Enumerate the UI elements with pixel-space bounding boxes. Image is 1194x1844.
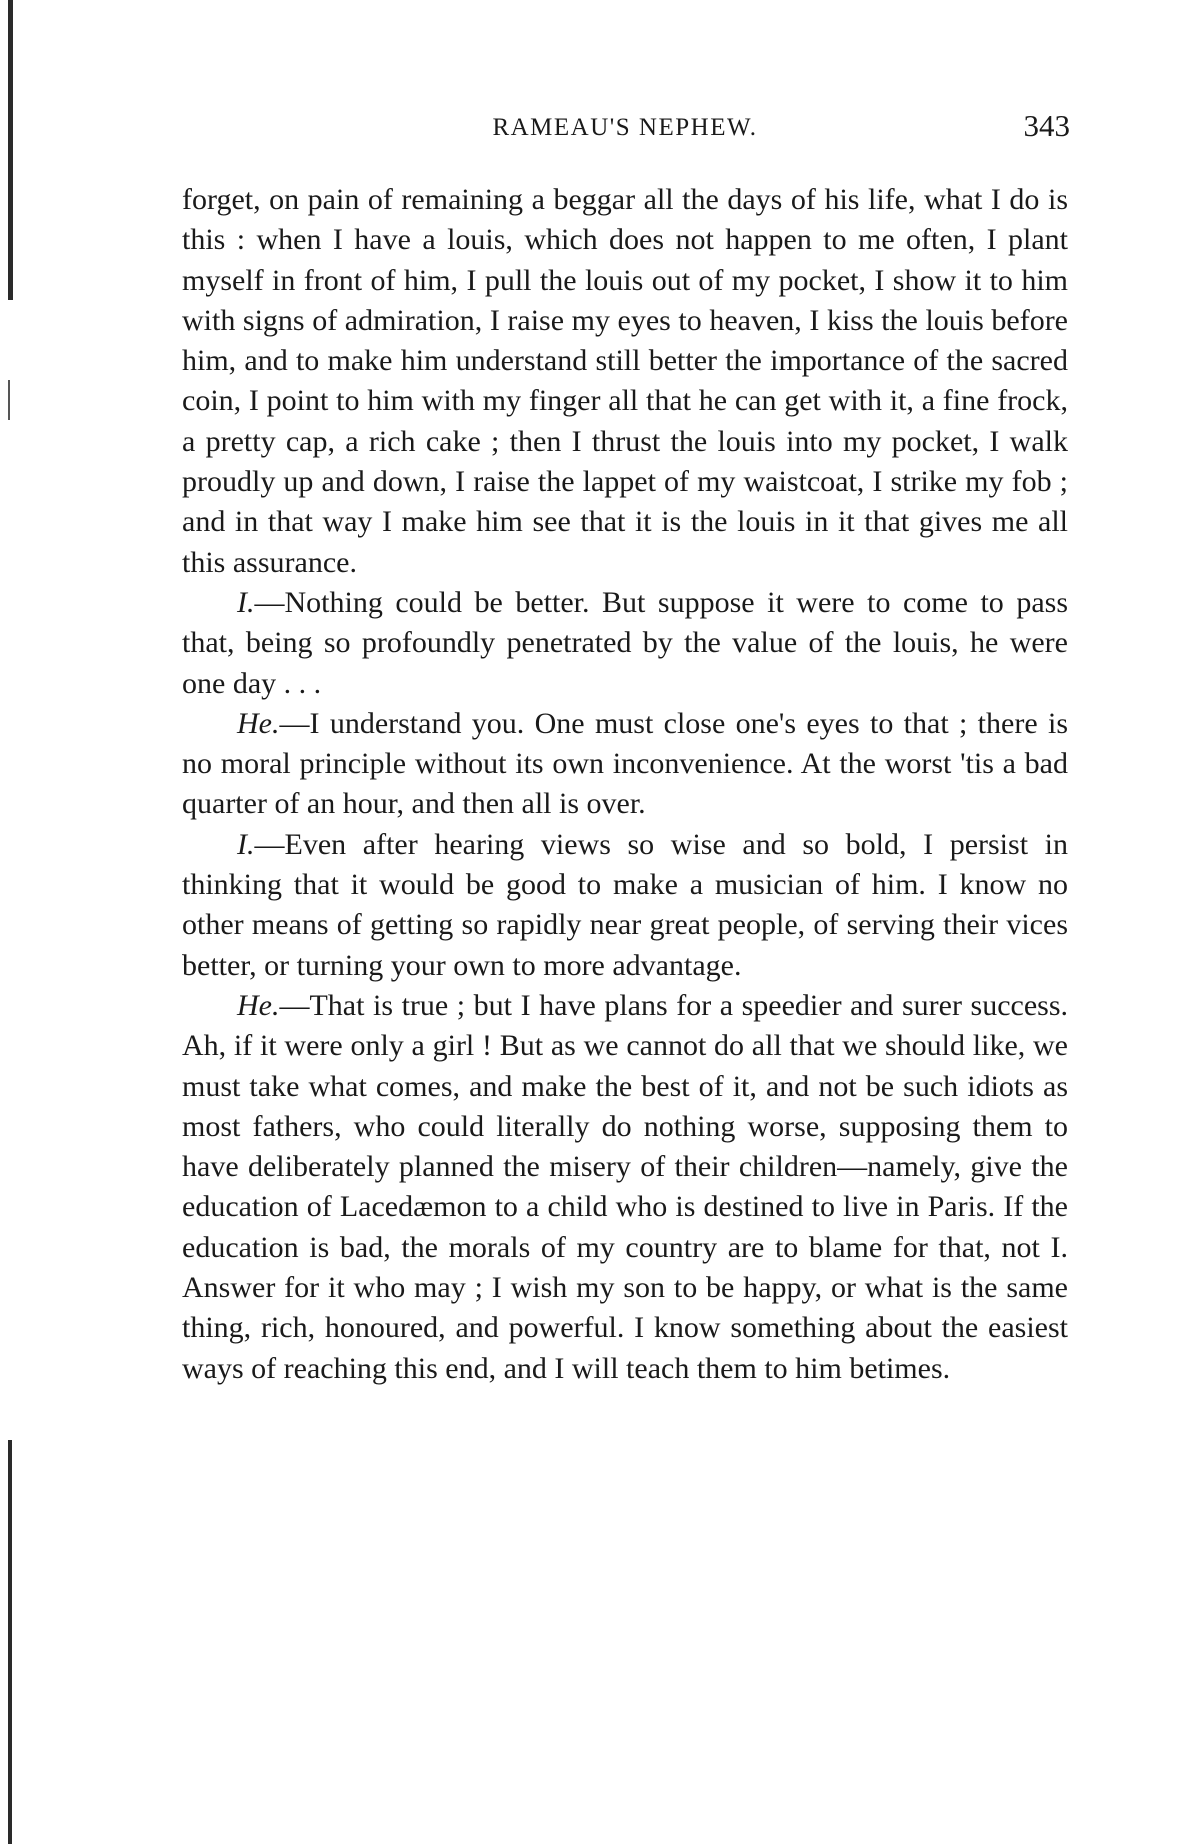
speaker-label: He. [237, 706, 280, 740]
page-number: 343 [1023, 108, 1070, 143]
dialogue-paragraph [182, 583, 1068, 704]
scan-edge-shadow [8, 0, 13, 300]
paragraph [182, 180, 1068, 583]
paragraph-text: forget, on pain of remaining a beggar all the days of his life, what I do is this : when I have a louis, which does not happen to me often, I plant myself in front of him, I pull the louis out of my pocket, I show it to him with signs of admiration, I raise my eyes to heaven, I kiss the louis before him, and to make him understand still better the importance of the sacred coin, I point to him with my finger all that he can get with it, a fine frock, a pretty cap, a rich cake ; then I thrust the louis into my pocket, I walk proudly up and down, I raise the lappet of my waistcoat, I strike my fob ; and in that way I make him see that it is the louis in it that gives me all this assurance. [182, 183, 1068, 579]
dialogue-paragraph [182, 704, 1068, 825]
page-header [180, 108, 1070, 152]
scan-edge-shadow-lower [8, 1440, 12, 1844]
paragraph-text: —Nothing could be better. But suppose it were to come to pass that, being so profoundly penetrated by the value of the louis, he were one day . . . [182, 585, 1068, 700]
page-body [182, 180, 1068, 1389]
dialogue-paragraph [182, 825, 1068, 986]
paragraph-text: —I understand you. One must close one's eyes to that ; there is no moral principle without its own inconvenience. At the worst 'tis a bad quarter of an hour, and then all is over. [182, 706, 1068, 821]
speaker-label: He. [237, 988, 280, 1022]
dialogue-paragraph [182, 986, 1068, 1389]
running-title: RAMEAU'S NEPHEW. [492, 114, 758, 141]
paragraph-text: —Even after hearing views so wise and so bold, I persist in thinking that it would be good to make a musician of him. I know no other means of getting so rapidly near great people, of serving their vices better, or turning your own to more advantage. [182, 827, 1068, 982]
paragraph-text: —That is true ; but I have plans for a speedier and surer success. Ah, if it were only a girl ! But as we cannot do all that we should like, we must take what comes, and make the best of it, and not be such idiots as most fathers, who could literally do nothing worse, supposing them to have deliberately planned the misery of their children—namely, give the education of Lacedæmon to a child who is destined to live in Paris. If the education is bad, the morals of my country are to blame for that, not I. Answer for it who may ; I wish my son to be happy, or what is the same thing, rich, honoured, and powerful. I know something about the easiest ways of reaching this end, and I will teach them to him betimes. [182, 988, 1068, 1385]
speaker-label: I. [237, 827, 255, 861]
scan-edge-mark [8, 380, 10, 420]
speaker-label: I. [237, 585, 255, 619]
